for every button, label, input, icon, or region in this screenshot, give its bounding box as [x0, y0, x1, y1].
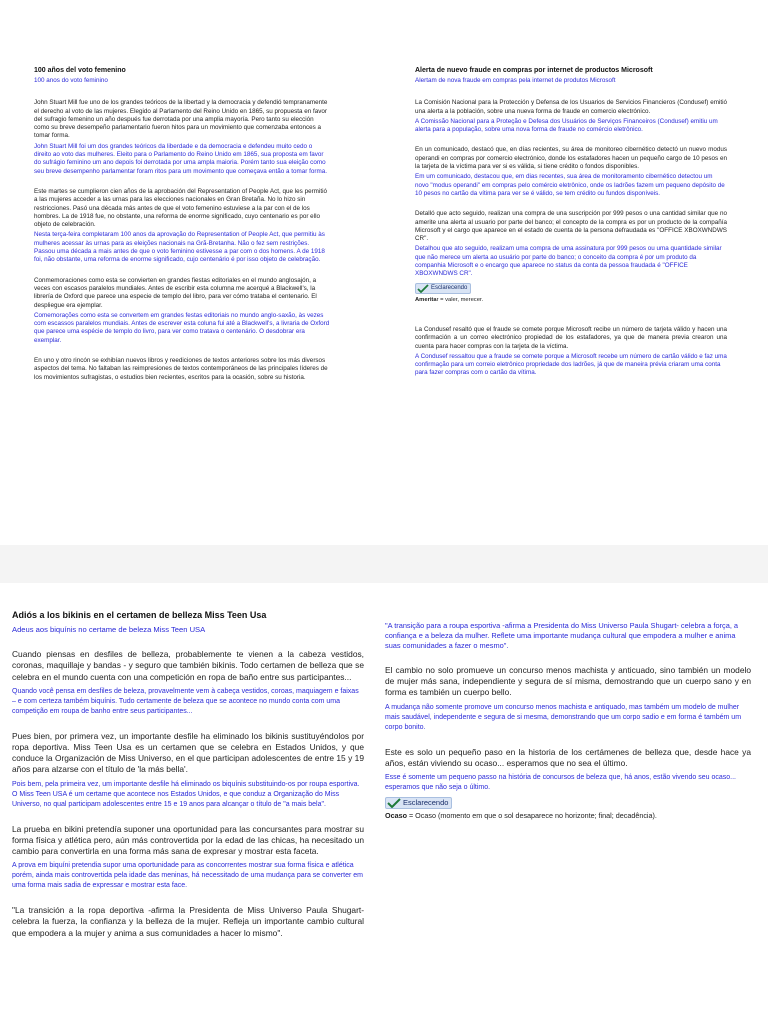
- article-title: 100 años del voto femenino: [34, 67, 126, 74]
- bottom-page: [0, 583, 768, 1024]
- paragraph-es: En un comunicado, destacó que, en días recientes, su área de monitoreo cibernético detectó un nuevo modus operandi en compras por comercio electrónico, donde los estafadores hacen un pequeño cargo de 10 pesos en la tarjeta de la víctima para ver si es válida, si tiene crédito o fondos disponibles.: [415, 146, 727, 171]
- paragraph-pt: Nesta terça-feira completaram 100 anos da aprovação do Representation of People Act, que permitiu às mulheres acessar às urnas para as eleições nacionais na Grã-Bretanha. Não o fez sem restrições. Passou uma década a mais antes de que o voto feminino estivesse a par com o dos homens. A de 1918 foi, não obstante, uma reforma de enorme significado, cujo centenário é por isso objeto de celebração.: [34, 231, 325, 264]
- article-title: Adiós a los bikinis en el certamen de belleza Miss Teen Usa: [12, 610, 267, 620]
- paragraph-es: Pues bien, por primera vez, un importante desfile ha eliminado los bikinis sustituyéndolos por ropa deportiva. Miss Teen Usa es un certamen que se celebra en Estados Unidos, y que conduce la Organización de Miss Universo, en el que participan adolescentes de entre 15 y 19 años para alzarse con el título de 'la más bella'.: [12, 730, 364, 775]
- paragraph-pt: Quando você pensa em desfiles de beleza, provavelmente vem à cabeça vestidos, coroas, maquiagem e faixas – e com certeza também biquínis. Tudo certamente de beleza que se acontece no mundo conta com uma competição em roupa de banho entre seus participantes...: [12, 687, 359, 715]
- paragraph-es: En uno y otro rincón se exhibían nuevos libros y reediciones de textos anteriores sobre los más diversos aspectos del tema. No faltaban las reimpresiones de textos contemporáneos de las principales líderes de los movimientos sufragistas, o estudios bien recientes, escritos para la ocasión, sobre su historia.: [34, 357, 328, 381]
- paragraph-pt: A Comissão Nacional para a Proteção e Defesa dos Usuários de Serviços Financeiros (Condusef) emitiu um alerta para a população, sobre uma nova forma de fraude no comércio eletrônico.: [415, 117, 718, 134]
- article-subtitle: 100 anos do voto feminino: [34, 77, 108, 84]
- article-subtitle: Adeus aos biquínis no certame de beleza Miss Teen USA: [12, 625, 206, 634]
- paragraph-pt: Comemorações como esta se convertem em grandes festas editoriais no mundo anglo-saxão, às vezes com escassos paralelos mundiais. Antes de escrever esta coluna fui até a Blackwell's, a livraria de Oxford que parece uma espécie de templo do livro, para ver como tratava o centenário. O desdobrar era exemplar.: [34, 311, 330, 344]
- badge-label: Esclarecendo: [403, 798, 449, 808]
- paragraph-pt: A mudança não somente promove um concurso menos machista e antiquado, mas também um modelo de mulher mais saudável, independente e segura de si mesma, demonstrando que um corpo sadio e em forma é também um corpo bonito.: [385, 703, 742, 731]
- glossary-note: [415, 296, 727, 304]
- article-title: Alerta de nuevo fraude en compras por internet de productos Microsoft: [415, 67, 653, 74]
- paragraph-es: Conmemoraciones como esta se convierten en grandes fiestas editoriales en el mundo anglosajón, a veces con escasos paralelos mundiales. Antes de escribir esta columna me acerqué a Blackwell's, la librería de Oxford que parece una especie de templo del libro, para ver cómo trataba el centenario. El despliegue era ejemplar.: [34, 276, 317, 309]
- paragraph-es: La Comisión Nacional para la Protección y Defensa de los Usuarios de Servicios Financieros (Condusef) emitió una alerta a la población, sobre una nueva forma de fraude en comercio electrónico.: [415, 99, 727, 115]
- paragraph-pt: Em um comunicado, destacou que, em dias recentes, sua área de monitoramento cibernético detectou um novo "modus operandi" em compras pelo comércio eletrônico, onde os ladrões fazem um pequeno depósito de 10 pesos no cartão da vítima para ver se é válido, se tem crédito ou fundos disponíveis.: [415, 173, 725, 197]
- paragraph-pt: John Stuart Mill foi um dos grandes teóricos da liberdade e da democracia e defendeu muito cedo o direito ao voto das mulheres. Eleito para o Parlamento do Reino Unido em 1865, sua proposta em favor do sufrágio feminino um ano depois foi derrotada por uma ampla maioria. Porém tanto sua eleição como seu breve desempenho parlamentar foram ritos para um movimento que começava então a tomar forma.: [34, 142, 327, 175]
- paragraph-es: Cuando piensas en desfiles de belleza, probablemente te vienen a la cabeza vestidos, coronas, maquillaje y bandas - y seguro que también bikinis. Todo certamen de belleza que se celebra en el mundo cuenta con una competición en ropa de baño entre sus participantes...: [12, 649, 364, 682]
- glossary-note: [385, 811, 751, 821]
- badge-label: Esclarecendo: [431, 285, 468, 292]
- paragraph-es: "La transición a la ropa deportiva -afirma la Presidenta de Miss Universo Paula Shugart- celebra la fuerza, la confianza y la belleza de la mujer. Refleja un importante cambio cultural que empodera a la mujer y anima a sus comunidades a hacer lo mismo".: [12, 905, 364, 938]
- glossary-term: Ocaso: [385, 811, 407, 821]
- article-miss-teen-usa-continued: [385, 621, 751, 821]
- paragraph-pt: A Condusef ressaltou que a fraude se comete porque a Microsoft recebe um número de cartão válido e faz uma confirmação para um correio eletrônico propriedade dos ladrões, já que de maneira prévia criaram uma conta para fazer compras com o cartão da vítima.: [415, 352, 727, 377]
- paragraph-es: El cambio no solo promueve un concurso menos machista y anticuado, sino también un modelo de mujer más sana, independiente y segura de sí misma, demostrando que un cuerpo sano y en forma es también un cuerpo bello.: [385, 665, 751, 698]
- paragraph-es: Detalló que acto seguido, realizan una compra de una suscripción por 999 pesos o una cantidad similar que no amerite una alerta al usuario por parte del banco; el concepto de la compra es por un producto de la compañía Microsoft y el cargo que aparece en el estado de cuenta de la persona defraudada es "OFFICE XBOXWNDWS CR".: [415, 210, 727, 243]
- check-icon: [387, 798, 401, 808]
- article-miss-teen-usa: [12, 609, 364, 943]
- paragraph-pt: Pois bem, pela primeira vez, um importante desfile há eliminado os biquínis substituindo-os por roupa esportiva. O Miss Teen USA é um certame que acontece nos Estados Unidos, e que conduz a Organização do Miss Universo, no qual participam adolescentes entre 15 e 19 anos para alcançar o título de "a mais bela".: [12, 780, 360, 808]
- quote-pt: "A transição para a roupa esportiva -afirma a Presidenta do Miss Universo Paula Shugart- celebra a força, a confiança e a beleza da mulher. Reflete uma importante mudança cultural que empodera a mulher e anima suas comunidades a fazer o mesmo".: [385, 621, 739, 650]
- article-subtitle: Alertam de nova fraude em compras pela internet de produtos Microsoft: [415, 77, 616, 84]
- paragraph-es: La Condusef resaltó que el fraude se comete porque Microsoft recibe un número de tarjeta válido y hacen una confirmación a un correo electrónico propiedad de los estafadores, ya que de manera previa crearon una cuenta para hacer compras con la tarjeta de la víctima.: [415, 325, 727, 350]
- paragraph-es: Este martes se cumplieron cien años de la aprobación del Representation of People Act, que les permitió a las mujeres acceder a las urnas para las elecciones nacionales en Gran Bretaña. No lo hizo sin restricciones. Pasó una década más antes de que el voto femenino estuviese a la par con el de los hombres. La de 1918 fue, no obstante, una reforma de enorme significado, cuyo centenario es por ello objeto de celebración.: [34, 187, 327, 229]
- glossary-definition: = Ocaso (momento em que o sol desaparece no horizonte; final; decadência).: [406, 811, 657, 821]
- glossary-term: Amerita: [415, 296, 437, 303]
- esclarecendo-badge: [385, 797, 452, 809]
- paragraph-es: La prueba en bikini pretendía suponer una oportunidad para las concursantes para mostrar su forma física y atlética pero, aún más controvertida por la edad de las chicas, ha necesitado un cambio para convertirla en una forma más sana de expresar y mostrar esta faceta.: [12, 823, 364, 857]
- paragraph-pt: Esse é somente um pequeno passo na história de concursos de beleza que, há anos, estão vivendo seu ocaso... esperamos que não seja o último.: [385, 774, 737, 792]
- paragraph-pt: A prova em biquíni pretendia supor uma oportunidade para as concorrentes mostrar sua forma física e atlética porém, ainda mais controvertida pela idade das meninas, há necessitado de uma mudança para se converter em uma forma mais sadia de expressar e mostrar esta face.: [12, 862, 363, 890]
- article-voto-femenino: [34, 66, 330, 384]
- esclarecendo-badge: [415, 283, 471, 294]
- glossary-definition: r = valer, merecer.: [436, 296, 484, 303]
- article-fraude-microsoft: [415, 66, 727, 390]
- check-icon: [417, 284, 429, 293]
- paragraph-pt: Detalhou que ato seguido, realizam uma compra de uma assinatura por 999 pesos ou uma quantidade similar que não merece um alerta ao usuário por parte do banco; o conceito da compra é por um produto da companhia Microsoft e o encargo que aparece no status da conta da pessoa fraudada é "OFFICE XBOXWNDWS CR".: [415, 245, 722, 278]
- paragraph-es: Este es solo un pequeño paso en la historia de los certámenes de belleza que, desde hace ya años, están viviendo su ocaso... esperamos que no sea el último.: [385, 746, 751, 768]
- paragraph-es: John Stuart Mill fue uno de los grandes teóricos de la libertad y la democracia y defendió tempranamente el derecho al voto de las mujeres. Elegido al Parlamento del Reino Unido en 1865, su propuesta en favor del sufragio femenino un año después fue derrotada por una amplia mayoría. Pero tanto su elección como su breve desempeño parlamentario fueron hitos para un movimiento que comenzaba entonces a tomar forma.: [34, 99, 328, 140]
